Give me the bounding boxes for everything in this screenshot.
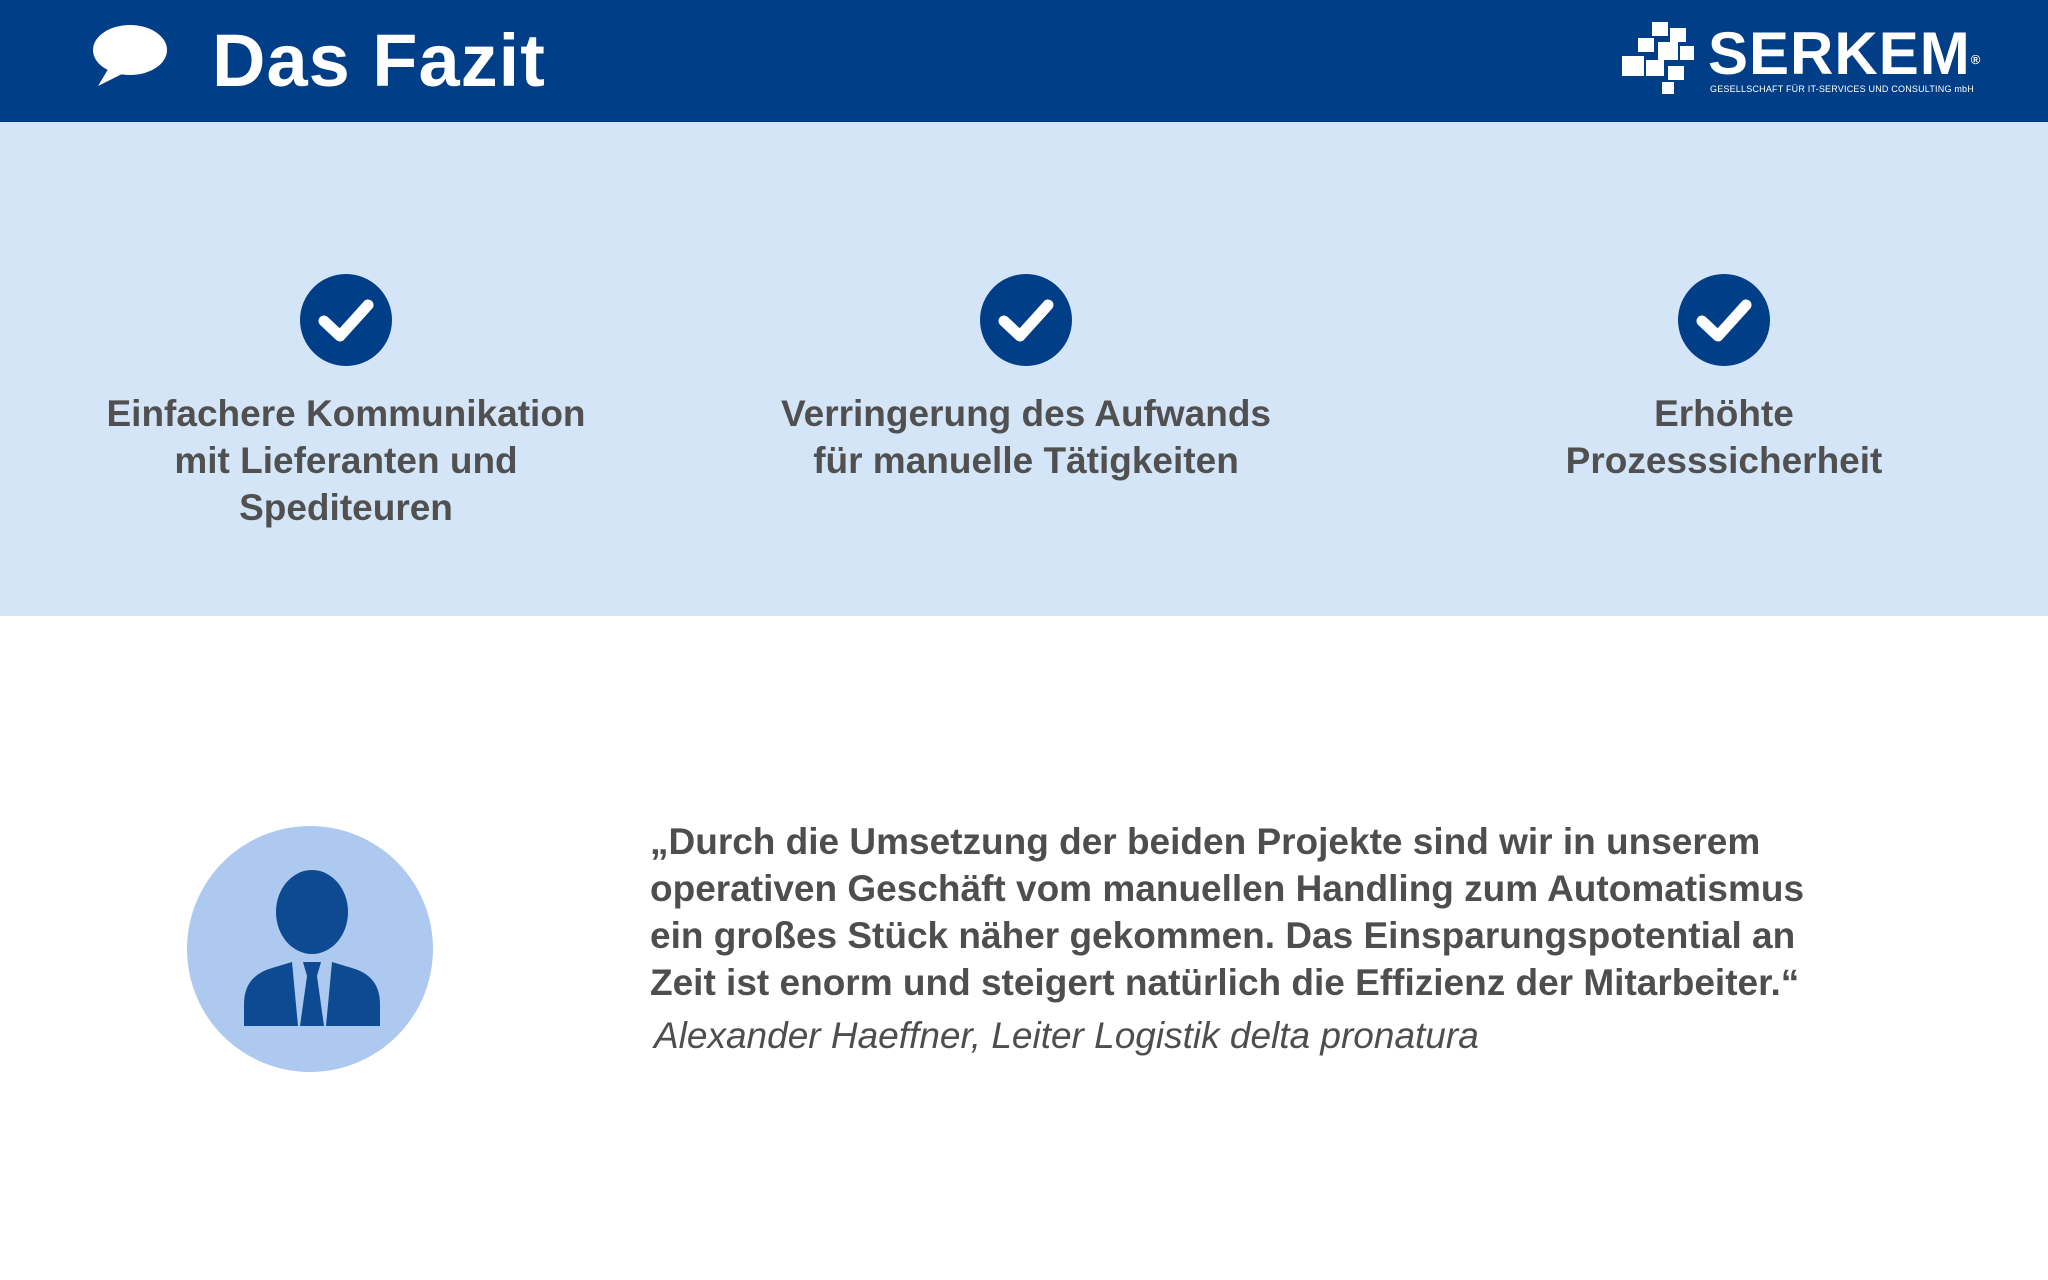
testimonial-author: Alexander Haeffner, Leiter Logistik delta pronatura bbox=[654, 1015, 1479, 1056]
logo-tagline: GESELLSCHAFT FÜR IT-SERVICES UND CONSULTING mbH bbox=[1710, 84, 1974, 94]
benefit-item-effort bbox=[726, 272, 1326, 484]
check-circle-icon bbox=[978, 272, 1074, 368]
logo-wordmark: SERKEM® bbox=[1708, 20, 1982, 87]
benefit-text: Erhöhte Prozesssicherheit bbox=[1565, 393, 1883, 481]
person-avatar-icon bbox=[186, 826, 434, 1072]
testimonial-quote: „Durch die Umsetzung der beiden Projekte sind wir in unserem operativen Geschäft vom manuellen Handling zum Automatismus ein großes Stück näher gekommen. Das Einsparungspotential an Zeit ist enorm und steigert natürlich die Effizienz der Mitarbeiter.“ bbox=[650, 821, 1805, 1003]
check-circle-icon bbox=[298, 272, 394, 368]
benefit-item-process-safety bbox=[1424, 272, 2024, 484]
benefit-text: Einfachere Kommunikation mit Lieferanten und Spediteuren bbox=[106, 393, 586, 528]
speech-bubble-icon bbox=[90, 22, 168, 88]
serkem-logo bbox=[1622, 18, 1982, 102]
benefit-text: Verringerung des Aufwands für manuelle Tätigkeiten bbox=[781, 393, 1271, 481]
logo-mark-icon bbox=[1622, 22, 1702, 98]
check-circle-icon bbox=[1676, 272, 1772, 368]
header-bar bbox=[0, 0, 2048, 122]
page-title: Das Fazit bbox=[212, 19, 546, 102]
benefit-item-communication bbox=[46, 272, 646, 531]
